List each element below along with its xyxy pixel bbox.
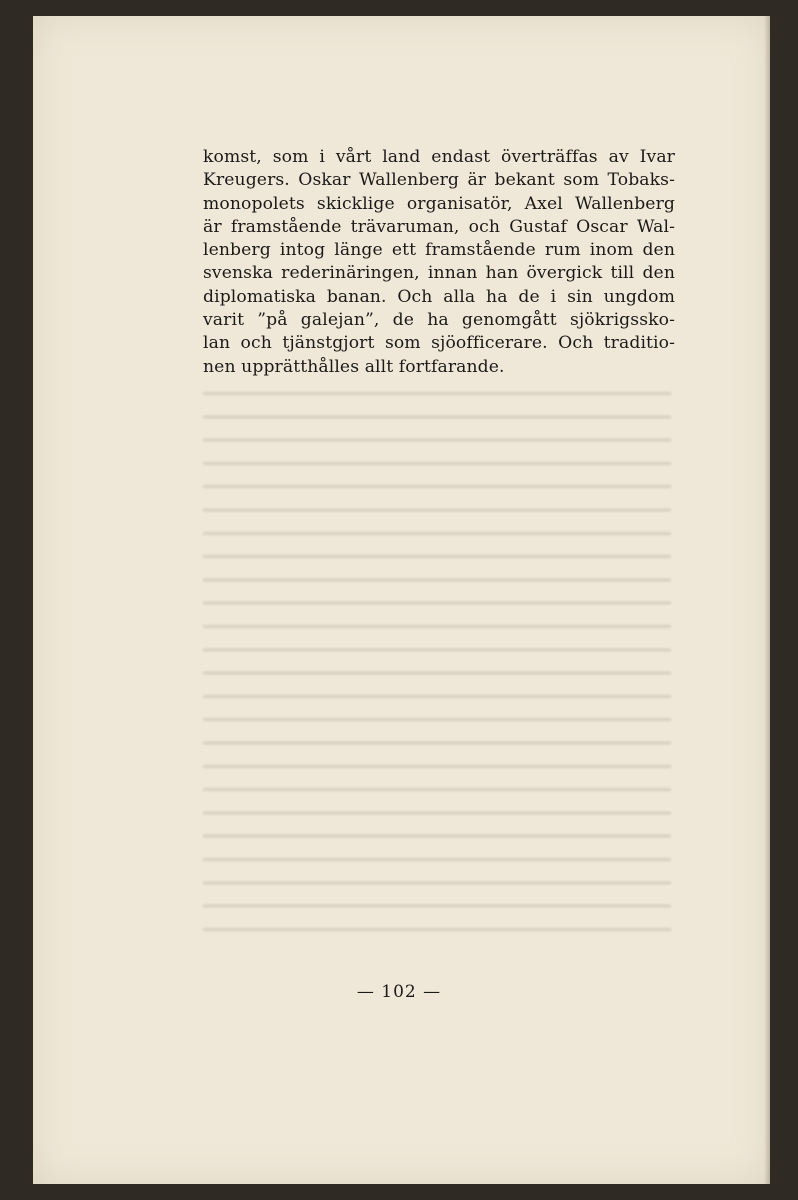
text-line: monopolets skicklige organisatör, Axel Wallenberg <box>203 193 675 214</box>
text-line: lenberg intog länge ett framstående rum inom den <box>203 240 675 261</box>
text-line: nen upprätthålles allt fortfarande. <box>203 356 505 377</box>
text-line: svenska rederinäringen, innan han övergick till den <box>203 263 675 284</box>
text-line: varit ”på galejan”, de ha genomgått sjökrigssko- <box>203 310 675 331</box>
page-number: — 102 — <box>356 982 442 1002</box>
body-paragraph <box>203 146 675 379</box>
text-line: lan och tjänstgjort som sjöofficerare. Och traditio- <box>203 333 675 354</box>
text-line: diplomatiska banan. Och alla ha de i sin ungdom <box>203 286 675 307</box>
text-line: komst, som i vårt land endast överträffas av Ivar <box>203 147 675 167</box>
text-line: Kreugers. Oskar Wallenberg är bekant som Tobaks- <box>203 170 675 191</box>
bleed-through-text <box>203 380 671 950</box>
text-line: är framstående trävaruman, och Gustaf Oscar Wal- <box>203 216 675 237</box>
